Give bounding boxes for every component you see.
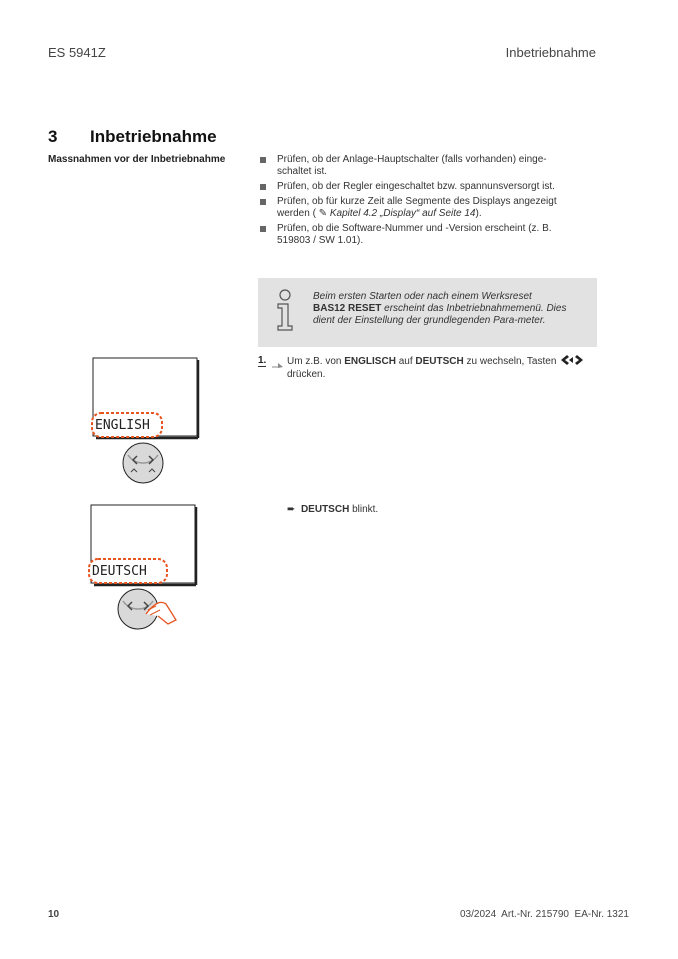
step-number: 1. <box>258 355 267 366</box>
bullet-square-icon <box>260 226 266 232</box>
info-note <box>258 278 597 347</box>
step-instruction: Um z.B. von ENGLISCH auf DEUTSCH zu wechseln, Tasten drücken. <box>287 355 597 381</box>
bullet-square-icon <box>260 157 266 163</box>
checklist-item: Prüfen, ob der Regler eingeschaltet bzw. spannunsversorgt ist. <box>258 181 578 193</box>
display-text-english: ENGLISH <box>95 418 150 433</box>
info-icon <box>274 288 296 332</box>
crossref-icon: ✎ <box>318 208 328 219</box>
result-arrow-icon: ➨ <box>287 504 296 515</box>
figure-display-deutsch <box>86 502 204 634</box>
figure-display-english <box>88 355 204 490</box>
checklist-item: Prüfen, ob die Software-Nummer und -Version erscheint (z. B. 519803 / SW 1.01). <box>258 223 578 247</box>
bullet-square-icon <box>260 199 266 205</box>
left-right-keys-icon <box>559 355 585 365</box>
step-arrow-icon <box>272 360 284 368</box>
checklist-item: Prüfen, ob für kurze Zeit alle Segmente des Displays angezeigt werden ( ✎ Kapitel 4.2 „Display“ auf Seite 14). <box>258 196 578 220</box>
checklist-item: Prüfen, ob der Anlage-Hauptschalter (falls vorhanden) einge-schaltet ist. <box>258 154 578 178</box>
note-text: Beim ersten Starten oder nach einem Werksreset BAS12 RESET erscheint das Inbetriebnahmemenü. Dies dient der Einstellung der grundlegenden Para-meter. <box>313 291 567 326</box>
crossref-link[interactable]: Kapitel 4.2 „Display“ auf Seite 14 <box>329 208 476 219</box>
footer-document-info: 03/2024 Art.-Nr. 215790 EA-Nr. 1321 <box>460 909 629 920</box>
step-result: ➨ DEUTSCH blinkt. <box>287 504 379 515</box>
footer-page-number: 10 <box>48 909 60 920</box>
checklist <box>258 154 578 250</box>
sidebar-heading: Massnahmen vor der Inbetriebnahme <box>48 154 226 165</box>
header-section-title: Inbetriebnahme <box>505 45 596 60</box>
display-text-deutsch: DEUTSCH <box>92 564 147 579</box>
chapter-title: Inbetriebnahme <box>90 127 217 146</box>
chapter-number: 3 <box>48 127 58 146</box>
bullet-square-icon <box>260 184 266 190</box>
header-product-code: ES 5941Z <box>48 45 106 60</box>
